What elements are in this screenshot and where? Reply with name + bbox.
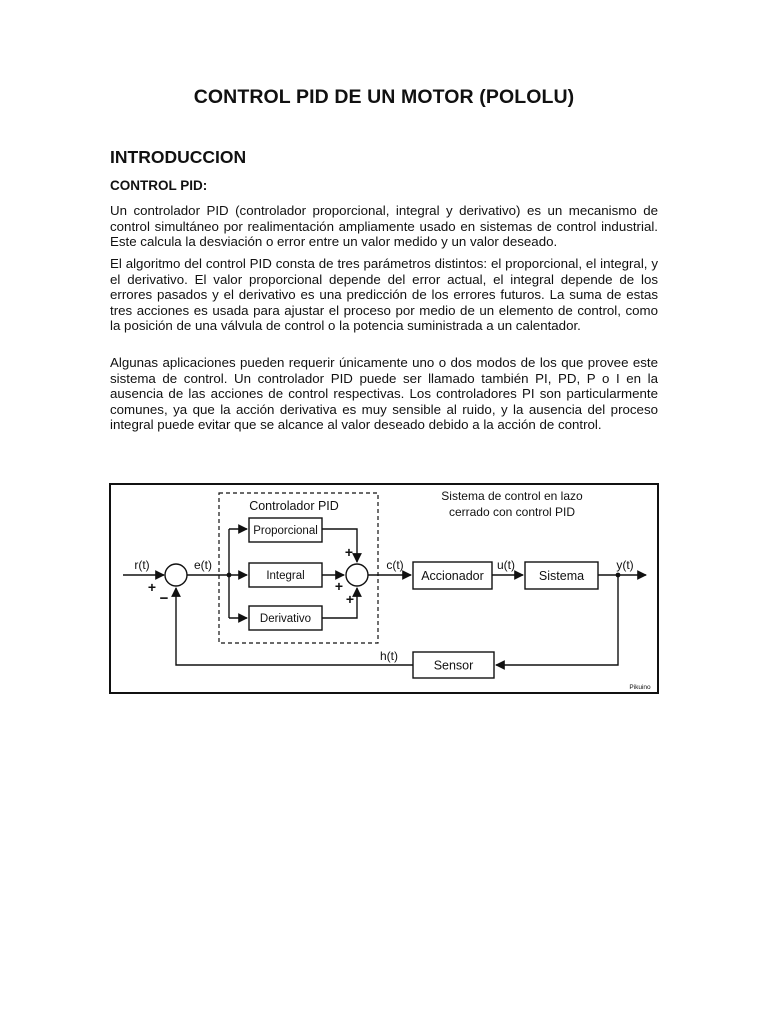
- block-sensor-label: Sensor: [433, 658, 474, 673]
- system-caption-line-1: Sistema de control en lazo: [441, 489, 583, 503]
- sum-plus-top: +: [344, 544, 354, 560]
- signal-control-label: c(t): [386, 558, 404, 572]
- section-heading: INTRODUCCION: [110, 147, 247, 167]
- feedback-minus-sign: −: [159, 590, 169, 607]
- input-plus-sign: +: [147, 579, 157, 595]
- block-derivativo-label: Derivativo: [259, 613, 312, 625]
- diagram-watermark: Pikuino: [629, 684, 651, 691]
- signal-actuation-label: u(t): [497, 558, 515, 572]
- pid-block-diagram: [109, 483, 659, 694]
- block-proporcional-label: Proporcional: [253, 525, 318, 537]
- sum-plus-mid: +: [334, 578, 344, 594]
- paragraph-1: Un controlador PID (controlador proporcional, integral y derivativo) es un mecanismo de control simultáneo por realimentación ampliamente usado en sistemas de control industrial. Este calcula la desviación o error entre un valor medido y un valor deseado.: [110, 203, 658, 250]
- block-sistema-label: Sistema: [538, 569, 585, 583]
- block-accionador-label: Accionador: [421, 569, 484, 583]
- error-summing-junction: [165, 564, 187, 586]
- signal-output-label: y(t): [616, 558, 634, 572]
- sum-plus-bottom: +: [345, 591, 355, 607]
- signal-error-label: e(t): [194, 558, 212, 572]
- paragraph-2: El algoritmo del control PID consta de tres parámetros distintos: el proporcional, el integral, y el derivativo. El valor proporcional depende del error actual, el integral depende de los errores pasados y el derivativo es una predicción de los errores futuros. La suma de estas tres acciones es usada para ajustar el proceso por medio de un elemento de control, como la posición de una válvula de control o la potencia suministrada a un calentador.: [110, 256, 658, 334]
- signal-reference-label: r(t): [134, 558, 150, 572]
- block-integral-label: Integral: [266, 570, 305, 582]
- signal-feedback-label: h(t): [380, 649, 398, 663]
- subsection-heading: CONTROL PID:: [110, 178, 208, 193]
- control-summing-junction: [346, 564, 368, 586]
- diagram-canvas: [109, 483, 659, 694]
- document-title: CONTROL PID DE UN MOTOR (POLOLU): [193, 86, 575, 108]
- system-caption-line-2: cerrado con control PID: [448, 505, 576, 519]
- paragraph-3: Algunas aplicaciones pueden requerir únicamente uno o dos modos de los que provee este sistema de control. Un controlador PID puede ser llamado también PI, PD, P o I en la ausencia de las acciones de control respectivas. Los controladores PI son particularmente comunes, ya que la acción derivativa es muy sensible al ruido, y la ausencia del proceso integral puede evitar que se alcance al valor deseado debido a la acción de control.: [110, 355, 658, 433]
- controller-group-label: Controlador PID: [249, 499, 339, 513]
